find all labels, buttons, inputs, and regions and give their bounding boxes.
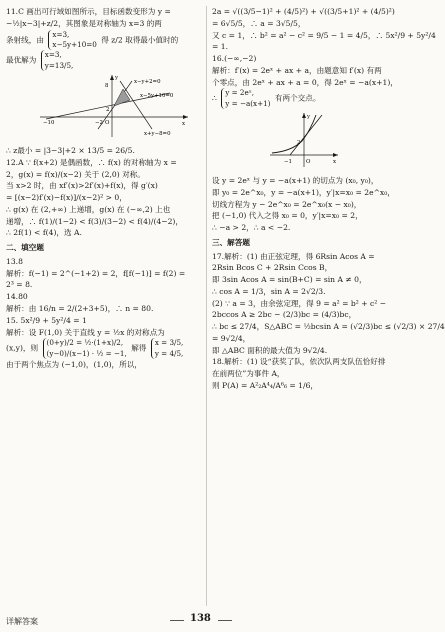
- origin-label: O: [105, 120, 110, 127]
- q16-system: [221, 88, 270, 109]
- q17-line: = 9√2/4，: [212, 333, 251, 343]
- q12-line: 2，g(x) = f(x)/(x−2) 关于 (2,0) 对称。: [6, 169, 145, 179]
- page-number: 138: [190, 613, 211, 624]
- q15-cont-line: 2a = √((3/5−1)² + (4/5)²) + √((3/5+1)² + (4/5)²): [212, 7, 395, 16]
- q15-cont-line: = 6√5/5，∴ a = 3√5/5，: [212, 18, 306, 28]
- q18-line: 18.解析：(1) 设“获奖了队，依次队两支队伍恰好排: [212, 357, 386, 367]
- q11-text: 最优解为: [6, 55, 37, 65]
- q15-line: 由于两个焦点为 (−1,0)，(1,0)，所以，: [6, 360, 142, 370]
- system-row: y = 4/5,: [154, 348, 184, 358]
- q12-line: = [(x−2)f′(x)−f(x)]/(x−2)² > 0，: [6, 193, 127, 203]
- q16-line: 设 y = 2eˣ 与 y = −a(x+1) 的切点为 (x₀, y₀)，: [212, 176, 379, 185]
- q12-line: 12.A ∵ f(x+2) 是偶函数，∴ f(x) 的对称轴为 x =: [6, 157, 177, 167]
- q16-text: ∴: [212, 93, 217, 103]
- axis-label: y: [115, 75, 119, 82]
- q17-line: 2bccos A ≥ 2bc − (2/3)bc = (4/3)bc，: [212, 310, 357, 320]
- footer-label: 详解答案: [6, 617, 38, 626]
- q18-line: 在前两位”为事件 A，: [212, 369, 285, 379]
- q16-line: 个零点，由 2eˣ + ax + a = 0，得 2eˣ = −a(x+1)，: [212, 77, 398, 87]
- q15-line: 15. 5x²/9 + 5y²/4 = 1: [6, 315, 87, 325]
- q16-text: 有两个交点。: [274, 93, 321, 103]
- q16-line: 切线方程为 y − 2e^x₀ = 2e^x₀(x − x₀)，: [212, 199, 362, 209]
- column-divider: [206, 6, 207, 606]
- q15-line: 解析：设 F(1,0) 关于直线 y = ½x 的对称点为: [6, 327, 165, 337]
- q16-exponential-graph: [268, 111, 404, 173]
- line-label: x−y+2=0: [134, 79, 161, 86]
- axis-label: x: [333, 159, 337, 166]
- q16-line: [212, 88, 404, 109]
- axis-label: y: [307, 114, 311, 121]
- page-footer: [0, 608, 410, 632]
- axis-label: x: [182, 121, 186, 128]
- q17-line: ∴ bc ≤ 27/4，S△ABC = ½bcsin A = (√2/3)bc ≤ (√2/3) × 27/4: [212, 322, 445, 332]
- q15-system: [43, 338, 127, 359]
- q15-cont-line: = 1.: [212, 42, 229, 52]
- q16-line: 即 y₀ = 2e^x₀，y = −a(x+1)，y′|x=x₀ = 2e^x₀，: [212, 187, 395, 197]
- q11-text: 得 z/2 取得最小值时的: [101, 34, 179, 44]
- q16-line: 16.(−∞,−2): [212, 54, 257, 64]
- q15-text: 解得: [131, 343, 147, 353]
- q13-line: 13.8: [6, 256, 23, 266]
- system-row: x=3,: [44, 50, 62, 60]
- q17-line: 即 △ABC 面积的最大值为 9√2/4.: [212, 345, 328, 355]
- q16-line: 解析：f′(x) = 2eˣ + ax + a，由题意知 f′(x) 有两: [212, 65, 382, 75]
- tick-label: 8: [105, 83, 109, 90]
- tick-label: −10: [43, 120, 55, 127]
- q11-optimal-system: [41, 50, 74, 71]
- left-column: [6, 6, 202, 371]
- q16-line: 把 (−1,0) 代入之得 x₀ = 0，y′|x=x₀ = 2，: [212, 211, 363, 221]
- system-row: x = 3/5,: [154, 338, 184, 348]
- section-heading-solutions: 三、解答题: [212, 237, 250, 247]
- tick-label: 2: [297, 140, 301, 147]
- q11-line: ∴ z最小 = |3−3|+2 × 13/5 = 26/5.: [6, 146, 135, 156]
- q11-line: 11.C 画出可行域如图所示，目标函数变形为 y =: [6, 7, 171, 16]
- q14-line: 14.80: [6, 292, 28, 302]
- system-row: (0+y)/2 = ½·(1+x)/2,: [46, 338, 124, 348]
- tick-label: 2: [106, 107, 110, 114]
- footer-rule: [170, 620, 184, 621]
- system-row: (y−0)/(x−1) · ½ = −1,: [46, 348, 127, 358]
- q11-feasible-region-graph: [40, 73, 202, 143]
- q11-text: 条射线，由: [6, 34, 44, 44]
- system-row: x−5y+10=0: [52, 39, 97, 49]
- section-heading-fill-in: 二、填空题: [6, 243, 44, 253]
- q11-line: −½|x−3|+z/2，其图象是对称轴为 x=3 的两: [6, 18, 162, 28]
- q12-line: 递增，∴ f(1)/(1−2) < f(3)/(3−2) < f(4)/(4−2)，: [6, 216, 183, 226]
- q12-line: ∴ 2f(1) < f(4)，选 A.: [6, 228, 82, 238]
- system-row: y=13/5,: [44, 60, 74, 70]
- q17-line: 17.解析：(1) 由正弦定理，得 6Rsin Acos A =: [212, 251, 375, 261]
- q16-line: ∴ −a > 2，∴ a < −2.: [212, 223, 291, 233]
- system-row: x=3,: [52, 29, 70, 39]
- q17-line: 2Rsin Bcos C + 2Rsin Ccos B，: [212, 263, 333, 273]
- q13-line: 解析：f(−1) = 2^(−1+2) = 2，f[f(−1)] = f(2) =: [6, 268, 186, 278]
- system-row: y = −a(x+1): [225, 98, 271, 108]
- right-column: [212, 6, 445, 392]
- line-label: x−5y+10=0: [140, 93, 174, 100]
- line-label: x+y−8=0: [144, 131, 171, 138]
- q15-solution: [151, 338, 184, 359]
- q11-line: [6, 50, 202, 71]
- q18-line: 则 P(A) = A²₂A⁴₄/A⁶₆ = 1/6，: [212, 381, 318, 391]
- origin-label: O: [306, 159, 311, 166]
- q15-line: [6, 338, 202, 359]
- q15-cont-line: 又 c = 1，∴ b² = a² − c² = 9/5 − 1 = 4/5，∴ 5x²/9 + 5y²/4: [212, 30, 436, 40]
- q14-line: 解析：由 16/n = 2/(2+3+5)，∴ n = 80.: [6, 304, 154, 313]
- q13-line: 2³ = 8.: [6, 280, 33, 290]
- q11-line: [6, 30, 202, 51]
- tick-label: −2: [95, 120, 103, 127]
- q12-line: 当 x>2 时，由 xf′(x)>2f′(x)+f(x)，得 g′(x): [6, 181, 158, 191]
- q17-line: (2) ∵ a = 3，由余弦定理，得 9 = a² = b² + c² −: [212, 298, 387, 308]
- q17-line: ∴ cos A = 1/3，sin A = 2√2/3.: [212, 286, 326, 296]
- q17-line: 即 3sin Acos A = sin(B+C) = sin A ≠ 0，: [212, 275, 367, 285]
- q12-line: ∴ g(x) 在 (2,+∞) 上递增，g(x) 在 (−∞,2) 上也: [6, 204, 171, 214]
- q15-text: (x,y)，则: [6, 343, 39, 353]
- tick-label: −1: [284, 159, 292, 166]
- footer-rule: [218, 620, 232, 621]
- system-row: y = 2eˣ,: [225, 88, 255, 98]
- q11-system: [48, 30, 96, 51]
